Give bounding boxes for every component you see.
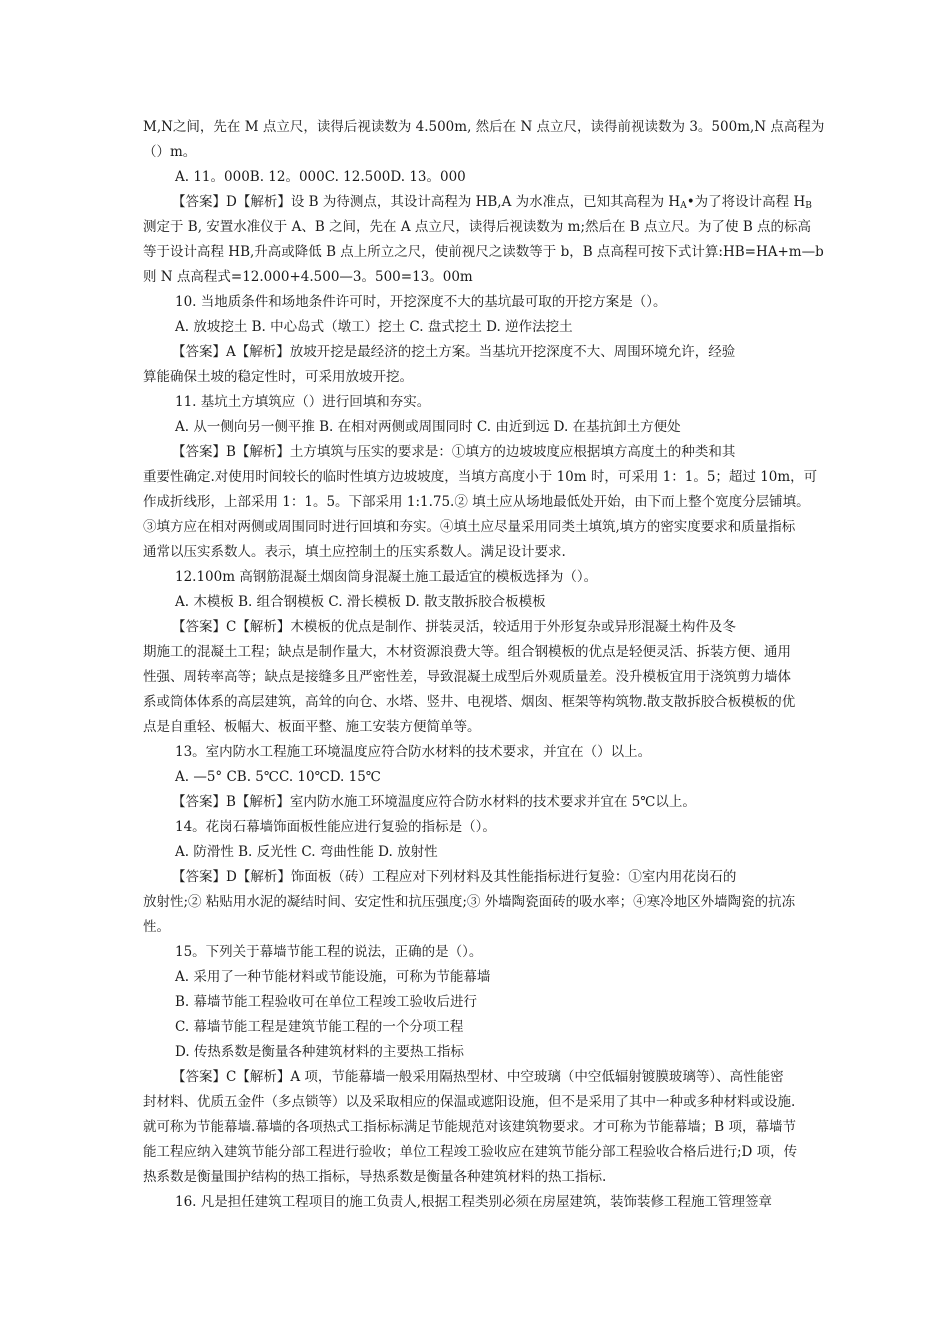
- option-b: B. 幕墙节能工程验收可在单位工程竣工验收后进行: [175, 994, 478, 1010]
- answer-line: 【答案】C【解析】A 项，节能幕墙一般采用隔热型材、中空玻璃（中空低辐射镀膜玻璃等）、高性能密: [172, 1069, 784, 1085]
- question-15: 15。下列关于幕墙节能工程的说法，正确的是（）。: [175, 944, 483, 960]
- question-14: 14。花岗石幕墙饰面板性能应进行复验的指标是（）。: [175, 819, 496, 835]
- question-12: 12.100m 高钢筋混凝土烟囱筒身混凝土施工最适宜的模板选择为（）。: [175, 569, 598, 585]
- text-line: 性强、周转率高等；缺点是接缝多且严密性差，导致混凝土成型后外观质量差。没升模板宜用于浇筑剪力墙体: [143, 669, 791, 685]
- option-c: C. 幕墙节能工程是建筑节能工程的一个分项工程: [175, 1019, 464, 1035]
- text-line: 期施工的混凝土工程；缺点是制作量大，木材资源浪费大等。组合钢模板的优点是轻便灵活、拆装方便、通用: [143, 644, 791, 660]
- question-16: 16. 凡是担任建筑工程项目的施工负责人,根据工程类别必须在房屋建筑，装饰装修工程施工管理签章: [175, 1194, 773, 1210]
- text-line: ③填方应在相对两侧或周围同时进行回填和夯实。④填土应尽量采用同类土填筑,填方的密实度要求和质量指标: [143, 519, 796, 535]
- text-line: 封材料、优质五金件（多点锁等）以及采取相应的保温或遮阳设施，但不是采用了其中一种或多种材料或设施.: [143, 1094, 796, 1110]
- answer-line: 【答案】C【解析】木模板的优点是制作、拼装灵活，较适用于外形复杂或异形混凝土构件及冬: [172, 619, 736, 635]
- option-line: A. 从一侧向另一侧平推 B. 在相对两侧或周围同时 C. 由近到远 D. 在基抗卸土方便处: [175, 419, 681, 435]
- question-10: 10. 当地质条件和场地条件许可时，开挖深度不大的基坑最可取的开挖方案是（）。: [175, 294, 667, 310]
- option-line: A. 放坡挖土 B. 中心岛式（墩工）挖土 C. 盘式挖土 D. 逆作法挖土: [175, 319, 573, 335]
- text-line: 能工程应纳入建筑节能分部工程进行验收；单位工程竣工验收应在建筑节能分部工程验收合格后进行;D 项，传: [143, 1144, 798, 1160]
- option-line: A. 防滑性 B. 反光性 C. 弯曲性能 D. 放射性: [175, 844, 438, 860]
- text-line: 就可称为节能幕墙.幕墙的各项热式工指标标满足节能规范对该建筑物要求。才可称为节能幕墙；B 项，幕墙节: [143, 1119, 797, 1135]
- option-line: A. —5° CB. 5℃C. 10℃D. 15℃: [175, 769, 381, 785]
- text-line: 通常以压实系数人。表示，填土应控制土的压实系数人。满足设计要求.: [143, 544, 566, 560]
- text-line: （）m。: [143, 144, 197, 160]
- text-line: M,N之间，先在 M 点立尺，读得后视读数为 4.500m, 然后在 N 点立尺，读得前视读数为 3。500m,N 点高程为: [143, 119, 825, 135]
- text-line: 放射性;② 粘贴用水泥的凝结时间、安定性和抗压强度;③ 外墙陶瓷面砖的吸水率；④寒冷地区外墙陶瓷的抗冻: [143, 894, 796, 910]
- answer-line: 【答案】B【解析】室内防水施工环境温度应符合防水材料的技术要求并宜在 5℃以上。: [172, 794, 696, 810]
- answer-line: 【答案】B【解析】土方填筑与压实的要求是：①填方的边坡坡度应根据填方高度土的种类和其: [172, 444, 736, 460]
- question-11: 11. 基坑土方填筑应（）进行回填和夯实。: [175, 394, 431, 410]
- option-line: A. 11。000B. 12。000C. 12.500D. 13。000: [175, 169, 466, 185]
- text-line: 作成折线形，上部采用 1：1。5。下部采用 1:1.75.② 填土应从场地最低处开始，由下而上整个宽度分层铺填。: [143, 494, 810, 510]
- text-line: 点是自重轻、板幅大、板面平整、施工安装方便简单等。: [143, 719, 481, 735]
- option-line: A. 木模板 B. 组合钢模板 C. 滑长模板 D. 散支散拆胶合板模板: [175, 594, 546, 610]
- answer-line: 【答案】D【解析】设 B 为待测点，其设计高程为 HB,A 为水准点，已知其高程为 $H_A•$为了将设计高程 $H_B$: [172, 194, 812, 211]
- text-line: 性。: [143, 919, 170, 935]
- text-line: 系或筒体体系的高层建筑，高耸的向仓、水塔、竖井、电视塔、烟囱、框架等构筑物.散支散拆胶合板模板的优: [143, 694, 796, 710]
- text-line: 测定于 B, 安置水准仪于 A、B 之间，先在 A 点立尺，读得后视读数为 m;然后在 B 点立尺。为了使 B 点的标高: [143, 219, 812, 235]
- answer-line: 【答案】D【解析】饰面板（砖）工程应对下列材料及其性能指标进行复验：①室内用花岗石的: [172, 869, 737, 885]
- text-line: 则 N 点高程式=12.000+4.500—3。500=13。00m: [143, 269, 473, 285]
- option-a: A. 采用了一种节能材料或节能设施，可称为节能幕墙: [175, 969, 491, 985]
- option-d: D. 传热系数是衡量各种建筑材料的主要热工指标: [175, 1044, 464, 1060]
- text-line: 算能确保土坡的稳定性时，可采用放坡开挖。: [143, 369, 413, 385]
- answer-line: 【答案】A【解析】放坡开挖是最经济的挖土方案。当基坑开挖深度不大、周围环境允许，经验: [172, 344, 736, 360]
- text-line: 等于设计高程 HB,升高或降低 B 点上所立之尺，使前视尺之读数等于 b，B 点高程可按下式计算:HB=HA+m—b: [143, 244, 824, 260]
- text-line: 热系数是衡量围护结构的热工指标，导热系数是衡量各种建筑材料的热工指标.: [143, 1169, 607, 1185]
- text-line: 重要性确定.对使用时间较长的临时性填方边坡坡度，当填方高度小于 10m 时，可采用 1：1。5；超过 10m，可: [143, 469, 818, 485]
- question-13: 13。室内防水工程施工环境温度应符合防水材料的技术要求，并宜在（）以上。: [175, 744, 652, 760]
